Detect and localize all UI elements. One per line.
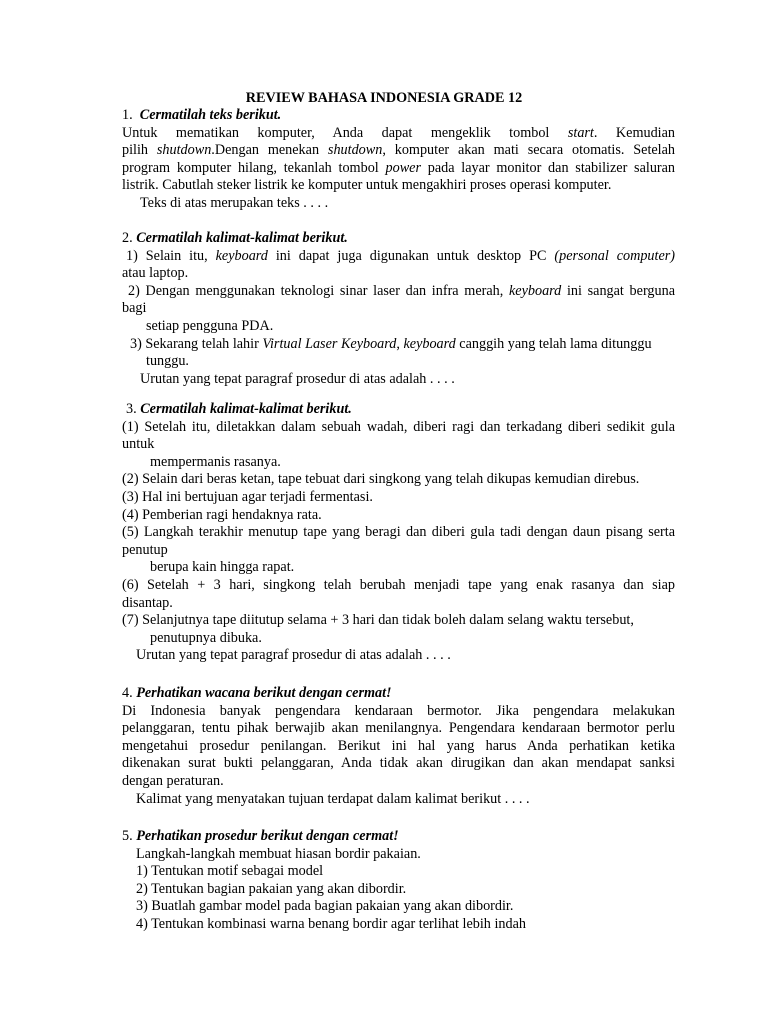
question-5 — [122, 828, 675, 934]
question-2-sentence-1: 1) Selain itu, keyboard ini dapat juga digunakan untuk desktop PC (personal computer) — [126, 247, 675, 264]
question-3-prompt: Urutan yang tepat paragraf prosedur di atas adalah . . . . — [136, 647, 451, 664]
question-5-step: 4) Tentukan kombinasi warna benang bordir agar terlihat lebih indah — [136, 915, 526, 932]
question-3-sentence-1-cont: untuk — [122, 436, 155, 453]
question-5-step: 2) Tentukan bagian pakaian yang akan dibordir. — [136, 880, 407, 897]
question-4-paragraph-line: dengan peraturan. — [122, 772, 224, 789]
question-1-prompt: Teks di atas merupakan teks . . . . — [140, 194, 329, 211]
question-3-heading: 3. Cermatilah kalimat-kalimat berikut. — [126, 401, 352, 417]
question-1-number: 1. — [122, 107, 133, 123]
question-3-sentence-1-cont: mempermanis rasanya. — [150, 453, 281, 470]
question-2 — [122, 230, 675, 388]
question-3-sentence-7: (7) Selanjutnya tape diitutup selama + 3 hari dan tidak boleh dalam selang waktu tersebut, — [122, 612, 634, 629]
question-3-sentence-4: (4) Pemberian ragi hendaknya rata. — [122, 506, 322, 523]
question-2-sentence-2: 2) Dengan menggunakan teknologi sinar laser dan infra merah, keyboard ini sangat berguna — [128, 282, 675, 299]
question-3-sentence-2: (2) Selain dari beras ketan, tape tebuat dari singkong yang telah dikupas kemudian direbus. — [122, 471, 640, 488]
question-2-sentence-1-cont: atau laptop. — [122, 265, 189, 282]
question-5-heading: 5. Perhatikan prosedur berikut dengan cermat! — [122, 828, 399, 844]
question-2-number: 2. — [122, 230, 133, 246]
question-5-intro: Langkah-langkah membuat hiasan bordir pakaian. — [136, 845, 421, 862]
question-1-text-line: program komputer hilang, tekanlah tombol power pada layar monitor dan stabilizer saluran — [122, 159, 676, 176]
question-3-sentence-6: (6) Setelah + 3 hari, singkong telah berubah menjadi tape yang enak rasanya dan siap — [122, 576, 675, 593]
question-4-paragraph-line: pelanggaran, tentu pihak berwajib akan menilangnya. Pengendara kendaraan bermotor perlu — [122, 720, 675, 737]
question-3-sentence-5: (5) Langkah terakhir menutup tape yang beragi dan diberi gula tadi dengan daun pisang serta — [122, 524, 675, 541]
question-3 — [122, 401, 675, 665]
question-3-sentence-5-cont: penutup — [122, 541, 168, 558]
question-1-text-line: Untuk mematikan komputer, Anda dapat mengeklik tombol start. Kemudian — [122, 124, 675, 141]
question-4-number: 4. — [122, 685, 133, 701]
question-4-heading: 4. Perhatikan wacana berikut dengan cermat! — [122, 685, 392, 701]
question-2-sentence-3-cont: tunggu. — [146, 353, 189, 370]
question-2-heading: 2. Cermatilah kalimat-kalimat berikut. — [122, 230, 348, 246]
question-4 — [122, 685, 675, 808]
question-4-paragraph-line: mengetahui prosedur penilangan. Berikut ini hal yang harus Anda perhatikan ketika — [122, 737, 675, 754]
question-5-step: 3) Buatlah gambar model pada bagian pakaian yang akan dibordir. — [136, 898, 514, 915]
question-4-paragraph-line: dikenakan surat bukti pelanggaran, Anda tidak akan dirugikan dan akan mendapat sanksi — [122, 755, 675, 772]
question-3-sentence-5-cont: berupa kain hingga rapat. — [150, 559, 295, 576]
question-5-step: 1) Tentukan motif sebagai model — [136, 863, 324, 880]
question-4-prompt: Kalimat yang menyatakan tujuan terdapat dalam kalimat berikut . . . . — [136, 790, 530, 807]
question-2-prompt: Urutan yang tepat paragraf prosedur di atas adalah . . . . — [140, 370, 455, 387]
question-1-text-line: listrik. Cabutlah steker listrik ke komputer untuk mengakhiri proses operasi komputer. — [122, 177, 612, 194]
question-1 — [122, 107, 675, 213]
question-3-sentence-6-cont: disantap. — [122, 594, 173, 611]
question-5-number: 5. — [122, 828, 133, 844]
document-title: REVIEW BAHASA INDONESIA GRADE 12 — [245, 90, 523, 106]
question-2-sentence-3: 3) Sekarang telah lahir Virtual Laser Keyboard, keyboard canggih yang telah lama ditunggu — [130, 335, 652, 352]
question-1-text-line: pilih shutdown.Dengan menekan shutdown, komputer akan mati secara otomatis. Setelah — [122, 142, 676, 159]
question-4-paragraph-line: Di Indonesia banyak pengendara kendaraan bermotor. Jika pengendara melakukan — [122, 702, 675, 719]
question-1-heading: 1. Cermatilah teks berikut. — [122, 107, 282, 123]
question-2-sentence-2-cont: setiap pengguna PDA. — [146, 317, 274, 334]
question-2-sentence-2-cont: bagi — [122, 300, 147, 317]
question-3-sentence-3: (3) Hal ini bertujuan agar terjadi fermentasi. — [122, 488, 373, 505]
question-3-number: 3. — [126, 401, 137, 417]
question-3-sentence-7-cont: penutupnya dibuka. — [150, 629, 262, 646]
question-3-sentence-1: (1) Setelah itu, diletakkan dalam sebuah wadah, diberi ragi dan terkadang diberi sedikit gula — [122, 418, 675, 435]
